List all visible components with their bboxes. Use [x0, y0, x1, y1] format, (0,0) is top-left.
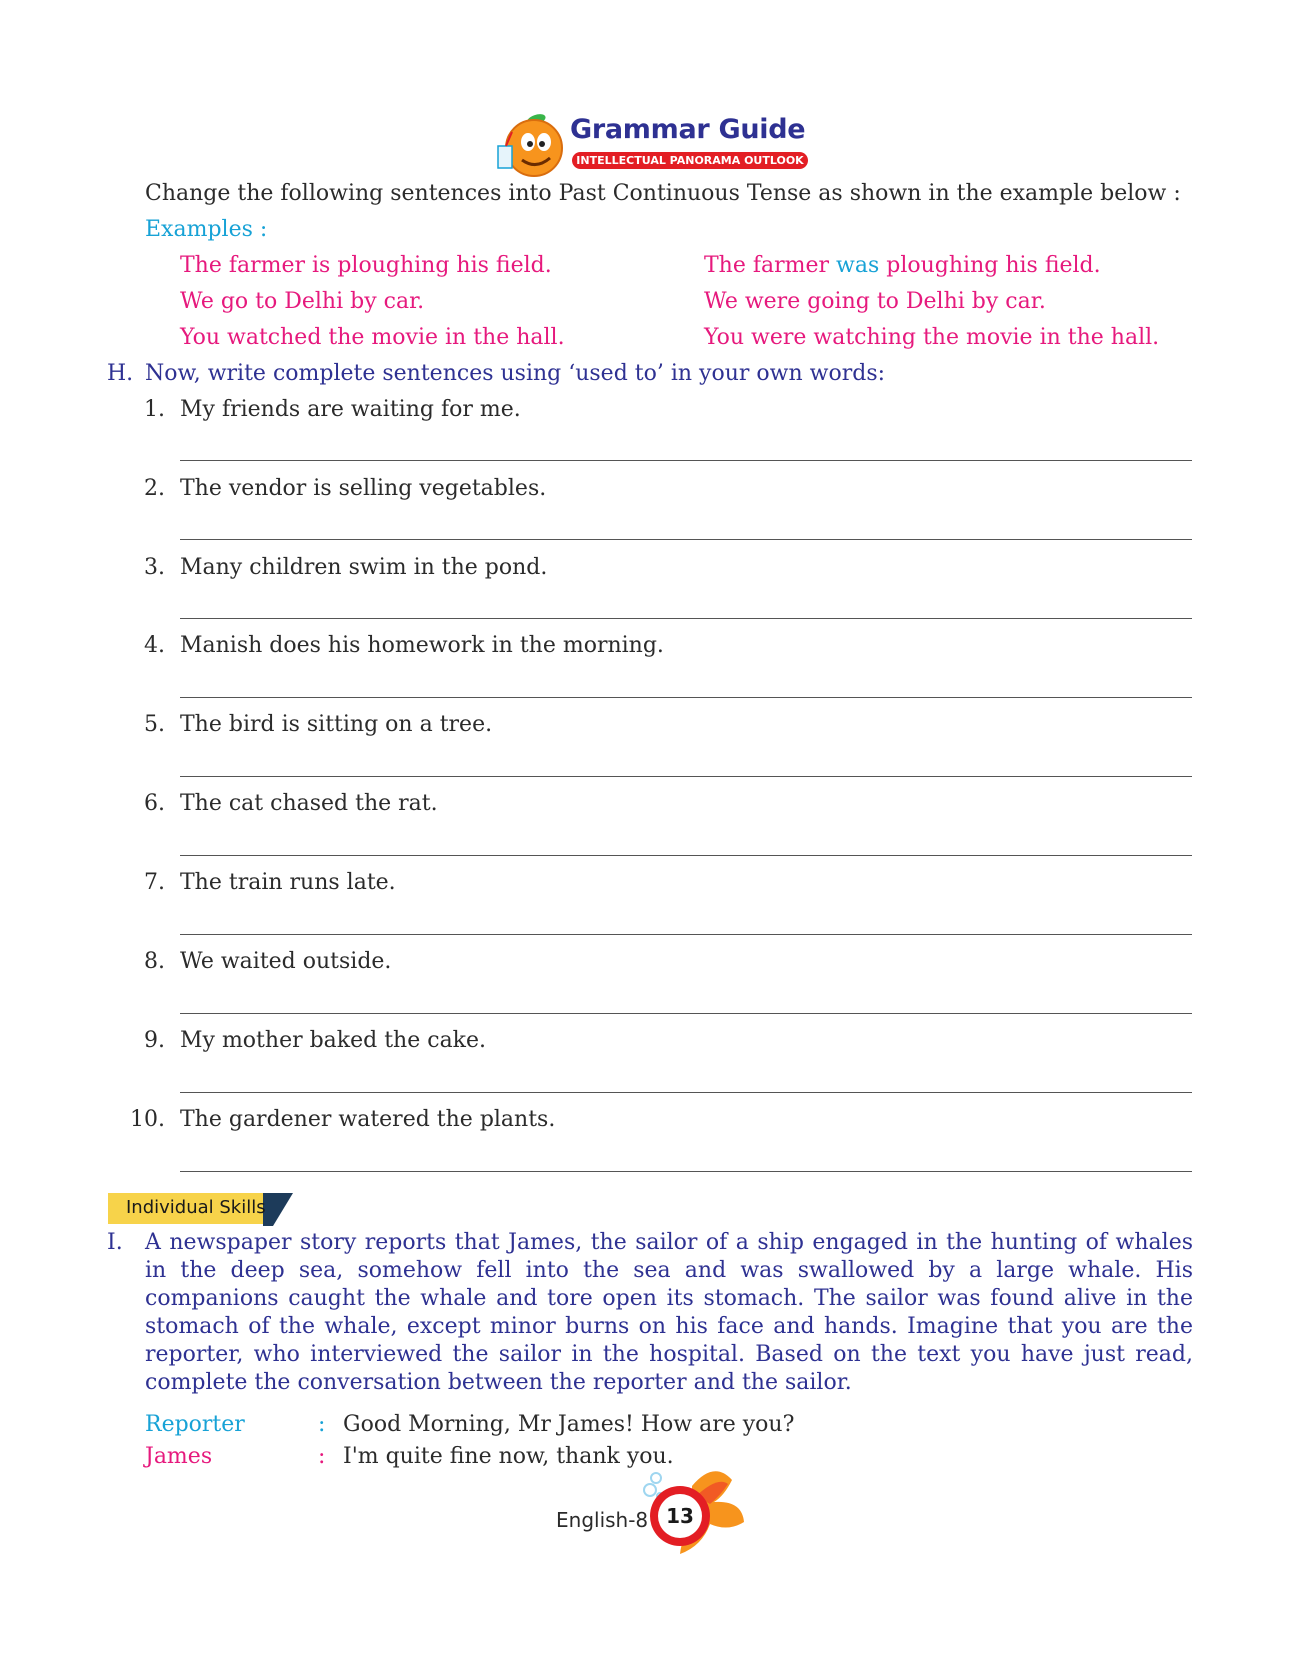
answer-line[interactable] — [180, 1013, 1192, 1014]
example-given: You watched the movie in the hall. — [180, 325, 565, 350]
question-text: The bird is sitting on a tree. — [180, 712, 493, 737]
question-text: The vendor is selling vegetables. — [180, 476, 547, 501]
banner-label: Individual Skills — [126, 1197, 266, 1218]
section-h-letter: H. — [107, 361, 134, 386]
page-number-badge — [632, 1466, 752, 1556]
footer-book-label: English-8 — [556, 1508, 649, 1532]
example-answer: The farmer was ploughing his field. — [704, 253, 1101, 278]
answer-line[interactable] — [180, 460, 1192, 461]
question-text: My mother baked the cake. — [180, 1028, 487, 1053]
logo-subtitle: INTELLECTUAL PANORAMA OUTLOOK — [572, 152, 808, 169]
example-given: The farmer is ploughing his field. — [180, 253, 552, 278]
answer-line[interactable] — [180, 855, 1192, 856]
section-i-paragraph: A newspaper story reports that James, the sailor of a ship engaged in the hunting of whales in the deep sea, somehow fell into the sea and was swallowed by a large whale. His companions caught the whale and tore open its stomach. The sailor was found alive in the stomach of the whale, except minor burns on his face and hands. Imagine that you are the reporter, who interviewed the sailor in the hospital. Based on the text you have just read, complete the conversation between the reporter and the sailor. — [145, 1230, 1193, 1395]
banner-corner-triangle — [263, 1192, 293, 1226]
page-number: 13 — [666, 1504, 694, 1528]
examples-label: Examples : — [145, 217, 268, 242]
individual-skills-banner — [108, 1193, 284, 1224]
question-number: 6. — [144, 791, 165, 816]
example-given: We go to Delhi by car. — [180, 289, 425, 314]
answer-line[interactable] — [180, 934, 1192, 935]
dialogue-line: Good Morning, Mr James! How are you? — [343, 1412, 795, 1437]
highlight-word: was — [836, 253, 880, 278]
dialogue-speaker-james: James — [145, 1444, 213, 1469]
answer-line[interactable] — [180, 1171, 1192, 1172]
question-number: 5. — [144, 712, 165, 737]
question-text: The train runs late. — [180, 870, 396, 895]
question-number: 4. — [144, 633, 165, 658]
question-text: Manish does his homework in the morning. — [180, 633, 664, 658]
question-text: The cat chased the rat. — [180, 791, 438, 816]
question-number: 7. — [144, 870, 165, 895]
question-text: Many children swim in the pond. — [180, 555, 548, 580]
dialogue-speaker-reporter: Reporter — [145, 1412, 245, 1437]
section-h-title: Now, write complete sentences using ‘used to’ in your own words: — [145, 361, 886, 386]
answer-line[interactable] — [180, 697, 1192, 698]
answer-line[interactable] — [180, 618, 1192, 619]
question-number: 8. — [144, 949, 165, 974]
question-number: 1. — [144, 397, 165, 422]
dialogue-colon: : — [318, 1412, 326, 1437]
example-answer: You were watching the movie in the hall. — [704, 325, 1160, 350]
question-number: 10. — [130, 1107, 165, 1132]
instruction-text: Change the following sentences into Past Continuous Tense as shown in the example below : — [145, 181, 1181, 206]
dialogue-line: I'm quite fine now, thank you. — [343, 1444, 674, 1469]
answer-line[interactable] — [180, 1092, 1192, 1093]
grammar-guide-logo — [492, 108, 822, 178]
question-number: 9. — [144, 1028, 165, 1053]
question-number: 3. — [144, 555, 165, 580]
dialogue-colon: : — [318, 1444, 326, 1469]
question-number: 2. — [144, 476, 165, 501]
section-i-letter: I. — [107, 1230, 123, 1255]
answer-line[interactable] — [180, 539, 1192, 540]
question-text: We waited outside. — [180, 949, 392, 974]
question-text: The gardener watered the plants. — [180, 1107, 556, 1132]
logo-title: Grammar Guide — [570, 114, 806, 145]
example-answer: We were going to Delhi by car. — [704, 289, 1046, 314]
answer-line[interactable] — [180, 776, 1192, 777]
question-text: My friends are waiting for me. — [180, 397, 521, 422]
orange-mascot-icon — [492, 108, 572, 178]
